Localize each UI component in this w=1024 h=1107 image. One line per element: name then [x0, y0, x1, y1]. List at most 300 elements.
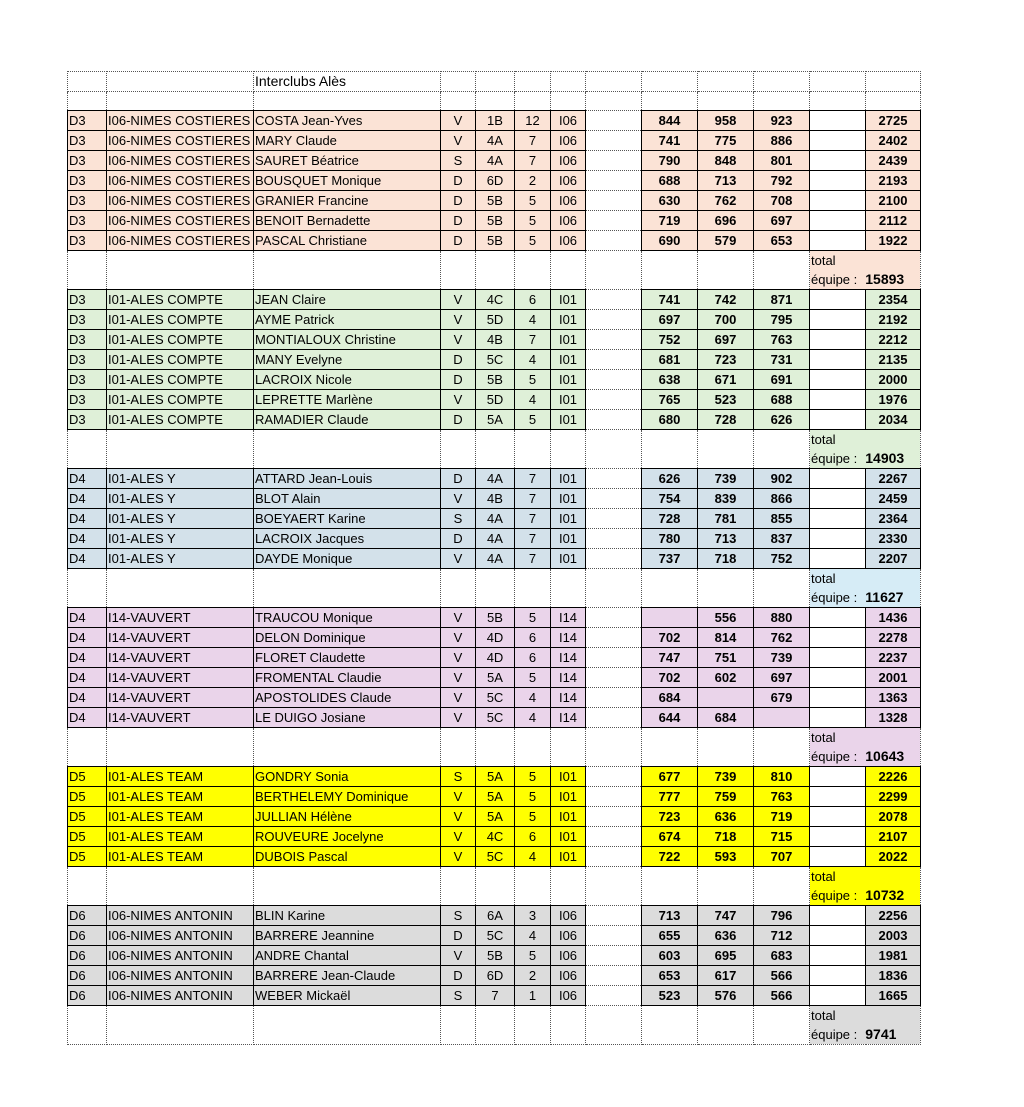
points-class-cell: 7 — [515, 529, 551, 549]
empty-cell — [586, 251, 642, 290]
blank-cell — [586, 290, 642, 310]
score-2-cell: 636 — [698, 807, 754, 827]
ranking-cell: 4B — [476, 330, 515, 350]
points-class-cell: 7 — [515, 489, 551, 509]
player-name-cell: JEAN Claire — [254, 290, 441, 310]
total-label-2: équipe : — [811, 451, 858, 466]
total-label-2: équipe : — [811, 590, 858, 605]
division-cell: D3 — [68, 111, 107, 131]
blank-cell — [810, 350, 866, 370]
empty-cell — [254, 728, 441, 767]
team-total-value: 15893 — [865, 271, 905, 287]
blank-cell — [586, 688, 642, 708]
club-cell: I06-NIMES COSTIERES — [107, 151, 254, 171]
category-cell: V — [441, 648, 476, 668]
player-name-cell: MANY Evelyne — [254, 350, 441, 370]
points-class-cell: 2 — [515, 171, 551, 191]
total-label: total — [811, 869, 836, 884]
ranking-cell: 5C — [476, 350, 515, 370]
total-label-2: équipe : — [811, 1027, 858, 1042]
ranking-cell: 5A — [476, 668, 515, 688]
empty-cell — [68, 251, 107, 290]
score-1-cell: 655 — [642, 926, 698, 946]
score-2-cell: 742 — [698, 290, 754, 310]
score-3-cell: 731 — [754, 350, 810, 370]
blank-cell — [810, 131, 866, 151]
points-class-cell: 5 — [515, 787, 551, 807]
score-1-cell: 722 — [642, 847, 698, 867]
points-class-cell: 5 — [515, 668, 551, 688]
division-cell: D3 — [68, 211, 107, 231]
blank-cell — [586, 628, 642, 648]
division-cell: D3 — [68, 171, 107, 191]
total-line — [811, 588, 919, 607]
player-name-cell: FROMENTAL Claudie — [254, 668, 441, 688]
blank-cell — [810, 986, 866, 1006]
total-label-2: équipe : — [811, 749, 858, 764]
points-class-cell: 6 — [515, 648, 551, 668]
cell — [810, 72, 866, 92]
team-total-cell — [810, 569, 921, 608]
ranking-cell: 4A — [476, 549, 515, 569]
division-cell: D3 — [68, 191, 107, 211]
score-3-cell: 752 — [754, 549, 810, 569]
player-total-cell: 1436 — [866, 608, 921, 628]
division-cell: D5 — [68, 807, 107, 827]
blank-cell — [586, 231, 642, 251]
category-cell: V — [441, 807, 476, 827]
points-class-cell: 1 — [515, 986, 551, 1006]
division-cell: D3 — [68, 231, 107, 251]
score-1-cell: 644 — [642, 708, 698, 728]
category-cell: D — [441, 529, 476, 549]
division-cell: D4 — [68, 529, 107, 549]
team-total-row — [68, 251, 921, 290]
score-3-cell: 697 — [754, 211, 810, 231]
score-2-cell: 713 — [698, 529, 754, 549]
cell — [586, 72, 642, 92]
category-cell: D — [441, 211, 476, 231]
team-total-row — [68, 569, 921, 608]
score-3-cell: 866 — [754, 489, 810, 509]
score-2-cell: 728 — [698, 410, 754, 430]
blank-cell — [586, 807, 642, 827]
club-code-cell: I06 — [551, 231, 586, 251]
score-1-cell: 630 — [642, 191, 698, 211]
ranking-cell: 5B — [476, 211, 515, 231]
division-cell: D3 — [68, 290, 107, 310]
club-cell: I01-ALES TEAM — [107, 807, 254, 827]
score-1-cell: 688 — [642, 171, 698, 191]
player-total-cell: 2078 — [866, 807, 921, 827]
total-line — [811, 1025, 919, 1044]
table-row — [68, 231, 921, 251]
score-2-cell: 713 — [698, 171, 754, 191]
category-cell: D — [441, 469, 476, 489]
score-1-cell: 684 — [642, 688, 698, 708]
division-cell: D4 — [68, 608, 107, 628]
player-total-cell: 1981 — [866, 946, 921, 966]
table-row — [68, 489, 921, 509]
empty-cell — [515, 251, 551, 290]
category-cell: S — [441, 906, 476, 926]
blank-cell — [810, 708, 866, 728]
cell — [515, 72, 551, 92]
table-row — [68, 290, 921, 310]
division-cell: D4 — [68, 688, 107, 708]
division-cell: D5 — [68, 847, 107, 867]
score-2-cell: 593 — [698, 847, 754, 867]
ranking-cell: 6D — [476, 966, 515, 986]
blank-cell — [586, 608, 642, 628]
team-total-value: 9741 — [865, 1026, 897, 1042]
points-class-cell: 4 — [515, 926, 551, 946]
club-code-cell: I06 — [551, 171, 586, 191]
points-class-cell: 7 — [515, 151, 551, 171]
blank-cell — [586, 509, 642, 529]
club-code-cell: I01 — [551, 489, 586, 509]
total-line — [811, 270, 919, 289]
score-3-cell: 880 — [754, 608, 810, 628]
club-cell: I06-NIMES COSTIERES — [107, 191, 254, 211]
division-cell: D4 — [68, 648, 107, 668]
ranking-cell: 5A — [476, 807, 515, 827]
empty-cell — [441, 430, 476, 469]
total-label-2: équipe : — [811, 888, 858, 903]
club-code-cell: I01 — [551, 290, 586, 310]
ranking-cell: 5D — [476, 390, 515, 410]
category-cell: V — [441, 111, 476, 131]
division-cell: D6 — [68, 986, 107, 1006]
player-name-cell: JULLIAN Hélène — [254, 807, 441, 827]
division-cell: D3 — [68, 410, 107, 430]
player-total-cell: 2278 — [866, 628, 921, 648]
points-class-cell: 7 — [515, 509, 551, 529]
blank-cell — [810, 668, 866, 688]
cell — [107, 72, 254, 92]
score-2-cell: 718 — [698, 549, 754, 569]
score-2-cell: 636 — [698, 926, 754, 946]
empty-cell — [441, 569, 476, 608]
cell — [68, 72, 107, 92]
club-cell: I06-NIMES COSTIERES — [107, 171, 254, 191]
points-class-cell: 5 — [515, 231, 551, 251]
ranking-cell: 4D — [476, 648, 515, 668]
empty-cell — [107, 251, 254, 290]
score-2-cell: 759 — [698, 787, 754, 807]
points-class-cell: 5 — [515, 767, 551, 787]
club-cell: I01-ALES COMPTE — [107, 310, 254, 330]
cell — [476, 72, 515, 92]
score-2-cell: 775 — [698, 131, 754, 151]
blank-cell — [586, 767, 642, 787]
player-total-cell: 2299 — [866, 787, 921, 807]
division-cell: D4 — [68, 509, 107, 529]
player-total-cell: 2212 — [866, 330, 921, 350]
club-code-cell: I14 — [551, 628, 586, 648]
blank-cell — [810, 290, 866, 310]
score-2-cell: 723 — [698, 350, 754, 370]
empty-cell — [441, 251, 476, 290]
player-total-cell: 2193 — [866, 171, 921, 191]
category-cell: D — [441, 370, 476, 390]
total-line — [811, 449, 919, 468]
total-line — [811, 747, 919, 766]
team-total-value: 10643 — [865, 748, 905, 764]
score-1-cell: 844 — [642, 111, 698, 131]
score-1-cell: 741 — [642, 131, 698, 151]
score-2-cell: 617 — [698, 966, 754, 986]
empty-cell — [642, 569, 698, 608]
player-name-cell: GRANIER Francine — [254, 191, 441, 211]
team-total-cell — [810, 430, 921, 469]
empty-cell — [642, 251, 698, 290]
score-3-cell: 795 — [754, 310, 810, 330]
ranking-cell: 4C — [476, 827, 515, 847]
score-3-cell: 626 — [754, 410, 810, 430]
table-row — [68, 370, 921, 390]
table-row — [68, 688, 921, 708]
player-total-cell: 2003 — [866, 926, 921, 946]
empty-cell — [107, 867, 254, 906]
player-total-cell: 2000 — [866, 370, 921, 390]
club-code-cell: I06 — [551, 211, 586, 231]
player-name-cell: FLORET Claudette — [254, 648, 441, 668]
category-cell: D — [441, 191, 476, 211]
score-2-cell: 739 — [698, 767, 754, 787]
club-cell: I06-NIMES ANTONIN — [107, 966, 254, 986]
score-3-cell: 566 — [754, 986, 810, 1006]
blank-cell — [810, 827, 866, 847]
score-1-cell: 690 — [642, 231, 698, 251]
category-cell: V — [441, 847, 476, 867]
player-total-cell: 1665 — [866, 986, 921, 1006]
category-cell: D — [441, 231, 476, 251]
empty-cell — [754, 1006, 810, 1045]
ranking-cell: 5A — [476, 410, 515, 430]
empty-cell — [698, 1006, 754, 1045]
score-1-cell: 777 — [642, 787, 698, 807]
table-row — [68, 330, 921, 350]
score-2-cell: 684 — [698, 708, 754, 728]
blank-cell — [810, 410, 866, 430]
player-name-cell: MARY Claude — [254, 131, 441, 151]
score-1-cell: 780 — [642, 529, 698, 549]
division-cell: D5 — [68, 767, 107, 787]
empty-cell — [642, 1006, 698, 1045]
ranking-cell: 6D — [476, 171, 515, 191]
score-3-cell: 679 — [754, 688, 810, 708]
empty-cell — [698, 728, 754, 767]
category-cell: D — [441, 966, 476, 986]
team-total-row — [68, 867, 921, 906]
ranking-cell: 1B — [476, 111, 515, 131]
team-total-row — [68, 728, 921, 767]
blank-cell — [810, 966, 866, 986]
player-total-cell: 2112 — [866, 211, 921, 231]
player-total-cell: 2135 — [866, 350, 921, 370]
player-name-cell: BARRERE Jean-Claude — [254, 966, 441, 986]
points-class-cell: 7 — [515, 549, 551, 569]
score-3-cell: 792 — [754, 171, 810, 191]
player-name-cell: LACROIX Jacques — [254, 529, 441, 549]
blank-cell — [586, 549, 642, 569]
table-row — [68, 211, 921, 231]
club-code-cell: I01 — [551, 330, 586, 350]
score-3-cell: 653 — [754, 231, 810, 251]
blank-cell — [810, 211, 866, 231]
blank-cell — [586, 111, 642, 131]
blank-cell — [586, 350, 642, 370]
table-row — [68, 529, 921, 549]
score-3-cell: 763 — [754, 787, 810, 807]
blank-cell — [586, 966, 642, 986]
club-cell: I06-NIMES ANTONIN — [107, 906, 254, 926]
score-3-cell: 762 — [754, 628, 810, 648]
ranking-cell: 5A — [476, 767, 515, 787]
empty-cell — [476, 430, 515, 469]
title-row — [68, 72, 921, 92]
empty-cell — [698, 867, 754, 906]
total-label: total — [811, 1008, 836, 1023]
empty-cell — [476, 728, 515, 767]
ranking-cell: 7 — [476, 986, 515, 1006]
blank-cell — [810, 171, 866, 191]
score-1-cell: 723 — [642, 807, 698, 827]
total-label: total — [811, 730, 836, 745]
club-code-cell: I06 — [551, 906, 586, 926]
empty-cell — [754, 867, 810, 906]
score-2-cell: 751 — [698, 648, 754, 668]
blank-cell — [586, 310, 642, 330]
score-1-cell: 603 — [642, 946, 698, 966]
club-cell: I06-NIMES ANTONIN — [107, 946, 254, 966]
club-cell: I14-VAUVERT — [107, 688, 254, 708]
player-name-cell: BARRERE Jeannine — [254, 926, 441, 946]
blank-cell — [810, 370, 866, 390]
score-3-cell: 566 — [754, 966, 810, 986]
category-cell: V — [441, 608, 476, 628]
empty-cell — [515, 728, 551, 767]
division-cell: D3 — [68, 350, 107, 370]
division-cell: D3 — [68, 131, 107, 151]
ranking-cell: 4B — [476, 489, 515, 509]
category-cell: V — [441, 708, 476, 728]
empty-cell — [586, 569, 642, 608]
score-1-cell: 680 — [642, 410, 698, 430]
player-name-cell: RAMADIER Claude — [254, 410, 441, 430]
score-1-cell: 752 — [642, 330, 698, 350]
score-2-cell: 697 — [698, 330, 754, 350]
club-cell: I06-NIMES COSTIERES — [107, 231, 254, 251]
ranking-cell: 4A — [476, 529, 515, 549]
team-total-cell — [810, 251, 921, 290]
score-1-cell: 653 — [642, 966, 698, 986]
empty-cell — [254, 430, 441, 469]
points-class-cell: 7 — [515, 469, 551, 489]
player-name-cell: ATTARD Jean-Louis — [254, 469, 441, 489]
points-class-cell: 12 — [515, 111, 551, 131]
blank-cell — [586, 171, 642, 191]
score-1-cell: 523 — [642, 986, 698, 1006]
score-2-cell: 958 — [698, 111, 754, 131]
ranking-cell: 5C — [476, 847, 515, 867]
division-cell: D4 — [68, 489, 107, 509]
division-cell: D4 — [68, 628, 107, 648]
points-class-cell: 3 — [515, 906, 551, 926]
club-code-cell: I01 — [551, 370, 586, 390]
empty-cell — [754, 251, 810, 290]
cell — [642, 72, 698, 92]
empty-cell — [107, 569, 254, 608]
ranking-cell: 5B — [476, 946, 515, 966]
points-class-cell: 4 — [515, 708, 551, 728]
club-cell: I14-VAUVERT — [107, 708, 254, 728]
total-label-2: équipe : — [811, 272, 858, 287]
score-2-cell: 700 — [698, 310, 754, 330]
empty-cell — [754, 569, 810, 608]
club-code-cell: I01 — [551, 827, 586, 847]
score-3-cell: 712 — [754, 926, 810, 946]
score-2-cell: 848 — [698, 151, 754, 171]
blank-cell — [810, 310, 866, 330]
score-1-cell: 741 — [642, 290, 698, 310]
table-row — [68, 966, 921, 986]
club-code-cell: I01 — [551, 549, 586, 569]
score-1-cell: 737 — [642, 549, 698, 569]
player-total-cell: 2237 — [866, 648, 921, 668]
blank-cell — [586, 131, 642, 151]
club-code-cell: I01 — [551, 310, 586, 330]
blank-cell — [586, 986, 642, 1006]
score-2-cell: 814 — [698, 628, 754, 648]
category-cell: V — [441, 549, 476, 569]
table-row — [68, 131, 921, 151]
club-code-cell: I06 — [551, 966, 586, 986]
empty-cell — [476, 1006, 515, 1045]
player-name-cell: TRAUCOU Monique — [254, 608, 441, 628]
player-total-cell: 2439 — [866, 151, 921, 171]
score-1-cell: 719 — [642, 211, 698, 231]
blank-cell — [810, 926, 866, 946]
blank-cell — [810, 231, 866, 251]
club-code-cell: I06 — [551, 191, 586, 211]
total-label: total — [811, 253, 836, 268]
empty-cell — [551, 1006, 586, 1045]
player-total-cell: 2364 — [866, 509, 921, 529]
table-row — [68, 906, 921, 926]
club-code-cell: I06 — [551, 946, 586, 966]
club-cell: I14-VAUVERT — [107, 648, 254, 668]
club-cell: I01-ALES COMPTE — [107, 390, 254, 410]
player-total-cell: 2725 — [866, 111, 921, 131]
player-total-cell: 1328 — [866, 708, 921, 728]
points-class-cell: 7 — [515, 131, 551, 151]
table-row — [68, 708, 921, 728]
score-3-cell: 691 — [754, 370, 810, 390]
blank-cell — [810, 767, 866, 787]
team-total-row — [68, 1006, 921, 1045]
player-name-cell: AYME Patrick — [254, 310, 441, 330]
player-total-cell: 2330 — [866, 529, 921, 549]
club-code-cell: I14 — [551, 688, 586, 708]
ranking-cell: 5B — [476, 231, 515, 251]
table-row — [68, 946, 921, 966]
player-name-cell: SAURET Béatrice — [254, 151, 441, 171]
empty-cell — [107, 728, 254, 767]
club-code-cell: I01 — [551, 807, 586, 827]
player-name-cell: WEBER Mickaël — [254, 986, 441, 1006]
